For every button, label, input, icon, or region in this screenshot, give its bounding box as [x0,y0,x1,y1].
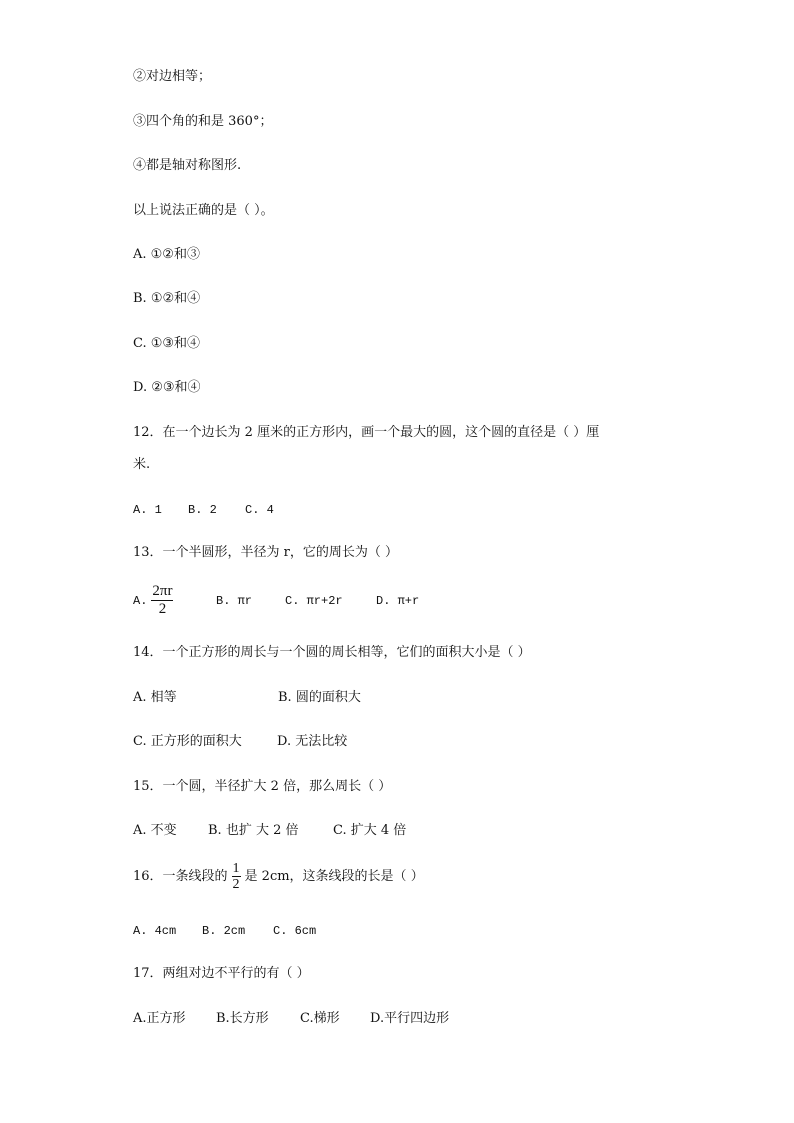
question-13-option-a [133,583,216,619]
question-14-option-a: A. 相等 [133,690,177,705]
question-11-option-b: B. ①②和④ [133,291,201,306]
fraction-denominator: 2 [158,601,167,618]
question-12-prompt: 12．在一个边长为 2 厘米的正方形内，画一个最大的圆，这个圆的直径是（ ）厘 [133,425,600,440]
question-14-option-b: B. 圆的面积大 [278,690,361,705]
question-17-option-b: B.长方形 [216,1011,269,1026]
question-11-option-c: C. ①③和④ [133,336,201,351]
question-12-prompt-continued: 米. [133,457,151,472]
statement-4: ④都是轴对称图形. [133,158,242,173]
question-16-option-b: B. 2cm [202,924,246,938]
fraction-numerator: 1 [232,861,240,876]
question-16-option-c: C. 6cm [273,924,317,938]
question-15-option-b: B. 也扩 大 2 倍 [208,823,299,838]
question-16-prompt-end: 是 2cm，这条线段的长是（ ） [244,869,424,884]
question-12-option-a: A. 1 [133,503,162,517]
question-15-option-c: C. 扩大 4 倍 [333,823,407,838]
question-13-option-b: B. πr [216,594,253,608]
question-12-options [133,502,274,518]
question-13-option-d: D. π+r [376,594,420,608]
question-11-option-d: D. ②③和④ [133,380,201,395]
question-15-option-a: A. 不变 [133,823,177,838]
question-17-option-c: C.梯形 [300,1011,340,1026]
question-16-option-a: A. 4cm [133,924,177,938]
question-16-prompt [133,860,424,894]
question-17-option-a: A.正方形 [133,1011,186,1026]
question-16-fraction [232,862,241,891]
question-14-options-row-2 [133,734,347,750]
question-13-option-a-fraction [151,584,173,617]
question-13-options [133,583,419,619]
fraction-numerator: 2πr [152,583,173,600]
question-16-options [133,923,316,939]
statement-2: ②对边相等； [133,69,212,84]
question-14-options-row-1 [133,690,361,706]
question-15-prompt: 15．一个圆，半径扩大 2 倍，那么周长（ ） [133,779,392,794]
question-13-option-a-label: A. [133,594,148,608]
question-15-options [133,823,406,839]
question-11-prompt: 以上说法正确的是（ ）。 [133,203,274,218]
question-14-option-c: C. 正方形的面积大 [133,734,242,749]
statement-3: ③四个角的和是 360°； [133,114,273,129]
fraction-denominator: 2 [232,877,240,892]
question-17-option-d: D.平行四边形 [370,1011,450,1026]
question-12-option-c: C. 4 [245,503,274,517]
question-11-option-a: A. ①②和③ [133,247,200,262]
question-14-option-d: D. 无法比较 [277,734,348,749]
question-13-prompt: 13．一个半圆形，半径为 r，它的周长为（ ） [133,545,399,560]
question-16-prompt-start: 16．一条线段的 [133,869,228,884]
question-17-prompt: 17．两组对边不平行的有（ ） [133,966,310,981]
question-13-option-c: C. πr+2r [285,594,343,608]
question-14-prompt: 14．一个正方形的周长与一个圆的周长相等，它们的面积大小是（ ） [133,645,531,660]
question-17-options [133,1011,449,1027]
question-12-option-b: B. 2 [188,503,217,517]
